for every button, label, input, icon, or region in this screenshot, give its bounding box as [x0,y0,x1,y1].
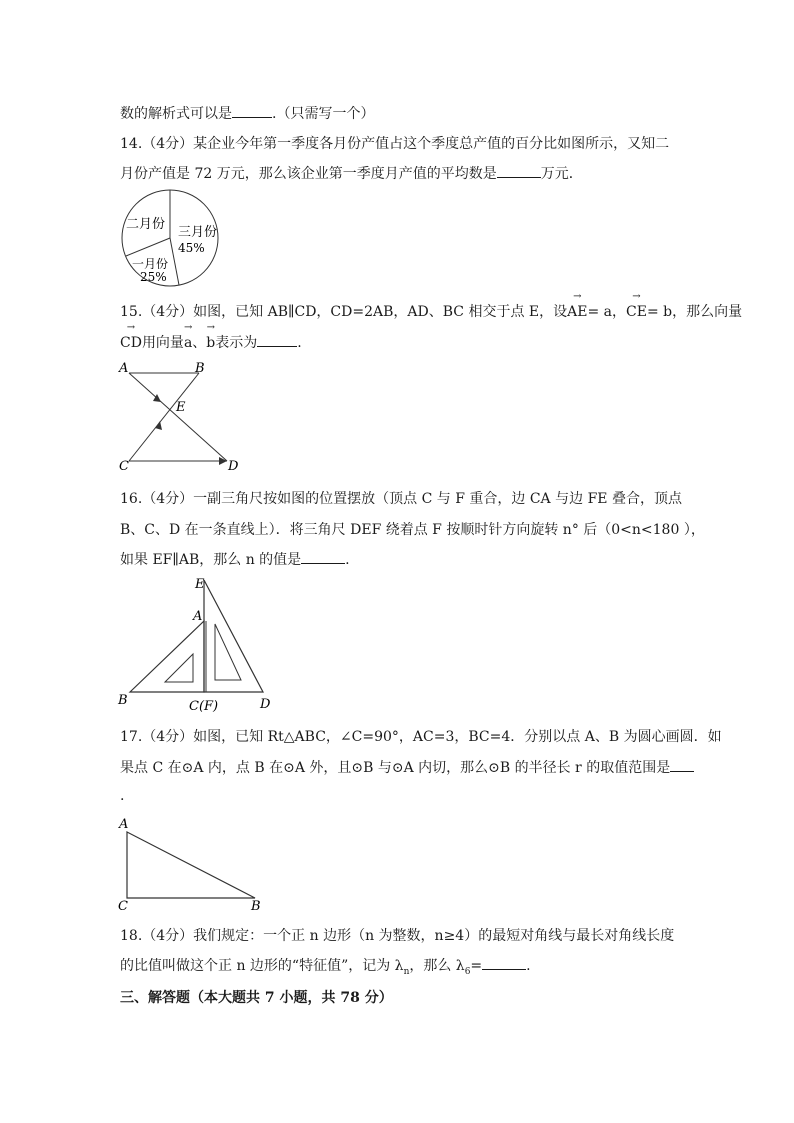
pie-label-mar: 三月份 [178,225,218,240]
point-a: A [119,361,129,376]
q17-line3: . [120,788,125,804]
arrow-cd-icon [219,457,227,465]
segment-ad [129,373,227,461]
answer-blank [301,562,345,564]
q14-line2-pre: 月份产值是 72 万元，那么该企业第一季度月产值的平均数是 [120,166,497,182]
pie-value-jan: 25% [140,270,167,284]
q14-line2 [120,164,583,184]
answer-blank [257,345,297,347]
q15-line1-pre: 15.（4分）如图，已知 AB∥CD，CD=2AB，AD、BC 相交于点 E，设 [120,304,568,320]
q18-line1: 18.（4分）我们规定：一个正 n 边形（n 为整数，n≥4）的最短对角线与最长对角线长度 [120,928,675,944]
point-a: A [193,609,203,624]
q18-line2-mid: ，那么 λ [409,958,465,974]
answer-blank [670,770,694,772]
q16-line3-post: . [345,552,350,568]
q16-set-squares-figure [115,572,280,717]
point-cf: C(F) [189,699,219,714]
q17-line2 [120,758,694,778]
q17-line2-text: 果点 C 在⊙A 内，点 B 在⊙A 外，且⊙B 与⊙A 内切，那么⊙B 的半径长 r 的取值范围是 [120,760,671,776]
vector-ae: → AE [567,302,587,322]
point-b: B [195,361,205,376]
q14-line1: 14.（4分）某企业今年第一季度各月份产值占这个季度总产值的百分比如图所示，又知二 [120,136,670,152]
q16-line3-pre: 如果 EF∥AB，那么 n 的值是 [120,552,302,568]
q13-text: 数的解析式可以是 [120,106,232,122]
q13-after: .（只需写一个） [272,106,375,122]
q15-line1 [120,302,742,322]
q18-line2-pre: 的比值叫做这个正 n 边形的“特征值”，记为 λ [120,958,404,974]
point-e: E [176,400,186,415]
triangle-def-inner [215,624,241,680]
vector-b: → b [206,333,215,353]
subscript-6: 6 [464,966,471,977]
section-3-heading: 三、解答题（本大题共 7 小题，共 78 分） [120,990,393,1006]
pie-label-jan: 一月份 [132,257,169,271]
pie-value-mar: 45% [178,241,205,255]
q15-eq-b: = b，那么向量 [646,304,743,320]
point-d: D [228,459,239,474]
q17-right-triangle-figure [115,814,270,914]
pie-label-feb: 二月份 [126,217,166,232]
q16-line3 [120,550,350,570]
point-a: A [119,817,129,832]
q15-line2 [120,333,302,353]
q18-line2-post: = [470,958,483,974]
q15-sep: 、 [192,335,207,351]
triangle-def [204,580,263,692]
q16-line2: B、C、D 在一条直线上）．将三角尺 DEF 绕着点 F 按顺时针方向旋转 n° 后（0<n<180 ）， [120,522,705,538]
subscript-n: n [403,966,410,977]
q18-end: . [526,958,531,974]
point-e: E [195,577,205,592]
triangle-abc-inner [165,654,193,682]
pie-chart-figure [118,188,228,288]
q16-line1: 16.（4分）一副三角尺按如图的位置摆放（顶点 C 与 F 重合，边 CA 与边 FE 叠合，顶点 [120,491,682,507]
q15-hourglass-figure [115,356,245,474]
pie-divider-left [126,238,170,256]
q15-eq-a: = a， [587,304,626,320]
q15-line2-post: 表示为 [215,335,258,351]
triangle-abc-right [127,832,255,898]
point-b: B [251,899,261,914]
q17-line1: 17.（4分）如图，已知 Rt△ABC，∠C=90°，AC=3，BC=4．分别以点 A、B 为圆心画圆．如 [120,729,722,745]
q15-end: . [297,335,302,351]
vector-a: → a [184,333,192,353]
answer-blank [482,968,526,970]
q14-line2-post: 万元． [540,166,583,182]
point-d: D [260,697,271,712]
arrow-ce-icon [155,421,162,430]
vector-ce: → CE [626,302,647,322]
vector-cd: → CD [120,333,142,353]
q15-line2-mid: 用向量 [141,335,184,351]
q13-tail-line [120,104,374,124]
answer-blank [232,116,272,118]
point-b: B [118,693,128,708]
segment-bc [129,373,199,461]
point-c: C [119,459,129,474]
point-c: C [118,899,128,914]
q18-line2 [120,956,531,982]
answer-blank [497,176,541,178]
